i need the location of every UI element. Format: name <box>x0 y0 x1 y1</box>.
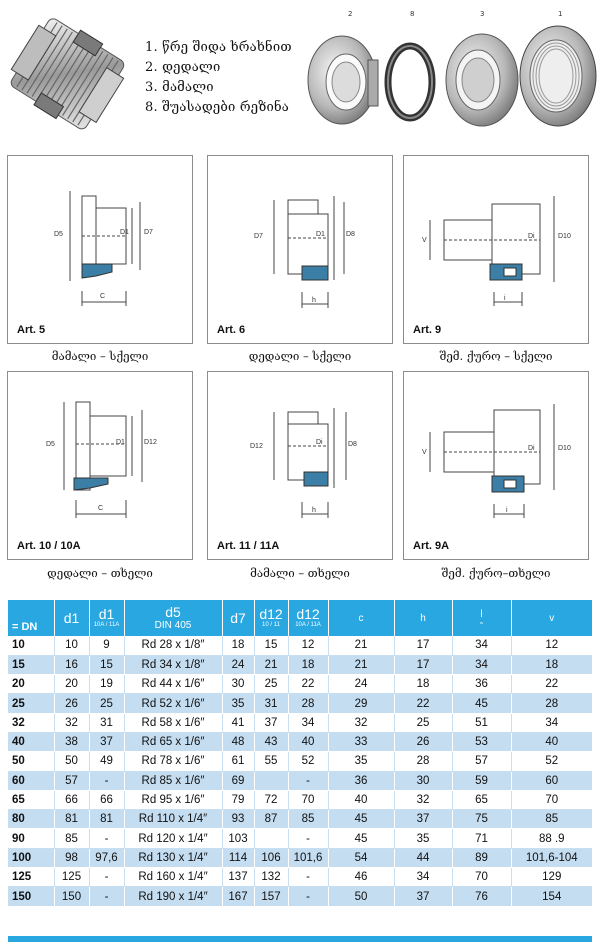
table-cell: 40 <box>328 790 394 809</box>
table-cell: 25 <box>89 694 124 713</box>
table-cell: 22 <box>288 675 328 694</box>
table-cell-dn: 150 <box>8 887 54 906</box>
table-cell: 33 <box>328 732 394 751</box>
table-cell: 45 <box>328 829 394 848</box>
part-number-label: 3 <box>480 10 485 18</box>
table-cell-dn: 20 <box>8 675 54 694</box>
table-cell: 36 <box>328 771 394 790</box>
table-row <box>8 752 592 771</box>
table-cell: 101,6 <box>288 848 328 867</box>
table-row <box>8 675 592 694</box>
table-cell: Rd 160 x 1/4″ <box>124 868 222 887</box>
table-row <box>8 694 592 713</box>
table-row <box>8 848 592 867</box>
dimension-label: i <box>504 295 506 302</box>
table-cell-dn: 125 <box>8 868 54 887</box>
dimension-label: C <box>98 505 104 512</box>
article-label: Art. 9 <box>413 324 442 336</box>
table-cell <box>254 829 288 848</box>
parts-legend <box>145 38 292 118</box>
table-body <box>8 636 592 906</box>
header-d12: d12 10 / 11 <box>254 600 288 636</box>
table-cell: Rd 44 x 1/6″ <box>124 675 222 694</box>
table-cell: 44 <box>394 848 452 867</box>
table-row <box>8 868 592 887</box>
table-cell: 97,6 <box>89 848 124 867</box>
table-cell: - <box>89 887 124 906</box>
dimension-label: D7 <box>254 233 263 240</box>
table-cell: 32 <box>54 713 89 732</box>
table-row <box>8 655 592 674</box>
table-cell: 22 <box>394 694 452 713</box>
table-cell: 57 <box>452 752 511 771</box>
table-cell: 137 <box>222 868 254 887</box>
table-cell: 31 <box>254 694 288 713</box>
table-cell: 167 <box>222 887 254 906</box>
table-cell: 18 <box>511 655 592 674</box>
drawing-card-art-9a <box>403 371 589 560</box>
dimension-label: h <box>312 507 316 514</box>
legend-item: 8. შუასადები რეზინა <box>145 100 289 115</box>
table-row <box>8 829 592 848</box>
article-label: Art. 5 <box>17 324 46 336</box>
art-10-section-drawing <box>8 372 194 561</box>
table-cell: Rd 120 x 1/4″ <box>124 829 222 848</box>
drawing-card-art-6 <box>207 155 393 344</box>
table-cell: 59 <box>452 771 511 790</box>
table-cell: 93 <box>222 810 254 829</box>
dimension-label: V <box>422 449 427 456</box>
header-d1: d1 <box>54 600 89 636</box>
header-dn: = DN <box>8 600 54 636</box>
table-cell: 79 <box>222 790 254 809</box>
art-11-section-drawing <box>208 372 394 561</box>
card-caption: შემ. ქურო – სქელი <box>439 349 553 363</box>
table-cell-dn: 60 <box>8 771 54 790</box>
table-cell: 55 <box>254 752 288 771</box>
card-caption: შემ. ქურო–თხელი <box>441 566 551 580</box>
table-cell: 21 <box>254 655 288 674</box>
drawing-card-art-10 <box>7 371 193 560</box>
table-cell-dn: 100 <box>8 848 54 867</box>
table-cell: Rd 190 x 1/4″ <box>124 887 222 906</box>
card-caption: დედალი – თხელი <box>47 566 153 580</box>
table-cell: 45 <box>328 810 394 829</box>
table-cell: 37 <box>254 713 288 732</box>
table-cell: 65 <box>452 790 511 809</box>
table-cell: Rd 52 x 1/6″ <box>124 694 222 713</box>
art-9a-section-drawing <box>404 372 590 561</box>
table-cell: 45 <box>452 694 511 713</box>
dimensions-table-container <box>8 600 592 942</box>
table-cell: 37 <box>394 887 452 906</box>
table-cell: 85 <box>511 810 592 829</box>
table-cell: 36 <box>452 675 511 694</box>
table-cell: 52 <box>511 752 592 771</box>
table-cell: 22 <box>511 675 592 694</box>
table-cell: 28 <box>288 694 328 713</box>
table-cell: - <box>288 868 328 887</box>
drawing-card-art-9 <box>403 155 589 344</box>
table-cell: 40 <box>288 732 328 751</box>
table-cell: Rd 34 x 1/8″ <box>124 655 222 674</box>
table-cell: 69 <box>222 771 254 790</box>
dimension-label: h <box>312 297 316 304</box>
table-row <box>8 810 592 829</box>
table-row <box>8 732 592 751</box>
table-cell: - <box>89 868 124 887</box>
table-cell-dn: 32 <box>8 713 54 732</box>
table-cell: 66 <box>89 790 124 809</box>
table-cell: 18 <box>394 675 452 694</box>
table-cell: 72 <box>254 790 288 809</box>
table-cell: 70 <box>511 790 592 809</box>
table-cell: 50 <box>328 887 394 906</box>
table-cell: 75 <box>452 810 511 829</box>
dimension-label: D12 <box>250 443 263 450</box>
table-cell: 34 <box>394 868 452 887</box>
table-cell: Rd 58 x 1/6″ <box>124 713 222 732</box>
table-cell: 17 <box>394 655 452 674</box>
table-cell: Rd 130 x 1/4″ <box>124 848 222 867</box>
table-cell-dn: 15 <box>8 655 54 674</box>
table-cell: Rd 65 x 1/6″ <box>124 732 222 751</box>
table-cell: 150 <box>54 887 89 906</box>
table-cell: - <box>288 887 328 906</box>
table-cell: 25 <box>394 713 452 732</box>
table-cell: 35 <box>222 694 254 713</box>
cutaway-fitting-illustration <box>4 4 132 142</box>
table-cell: 28 <box>394 752 452 771</box>
table-cell: 103 <box>222 829 254 848</box>
header-l: l ≈ <box>452 600 511 636</box>
table-cell: 24 <box>222 655 254 674</box>
art-6-section-drawing <box>208 156 394 345</box>
table-cell-dn: 10 <box>8 636 54 655</box>
table-cell: 87 <box>254 810 288 829</box>
table-cell: 57 <box>54 771 89 790</box>
table-cell: 114 <box>222 848 254 867</box>
dimensions-table <box>8 600 592 907</box>
table-cell: 34 <box>511 713 592 732</box>
table-cell: 88 .9 <box>511 829 592 848</box>
legend-item: 3. მამალი <box>145 80 214 95</box>
header-h: h <box>394 600 452 636</box>
table-cell: 21 <box>328 655 394 674</box>
table-cell: 37 <box>394 810 452 829</box>
dimension-label: Di <box>528 233 535 240</box>
table-cell: Rd 85 x 1/6″ <box>124 771 222 790</box>
table-cell: 71 <box>452 829 511 848</box>
table-cell: Rd 28 x 1/8″ <box>124 636 222 655</box>
table-cell: 85 <box>288 810 328 829</box>
table-cell <box>254 771 288 790</box>
table-cell: 17 <box>394 636 452 655</box>
table-cell: 15 <box>254 636 288 655</box>
table-cell: 54 <box>328 848 394 867</box>
article-label: Art. 10 / 10A <box>17 540 81 552</box>
art-5-section-drawing <box>8 156 194 345</box>
table-cell: 9 <box>89 636 124 655</box>
table-cell-dn: 80 <box>8 810 54 829</box>
table-cell: 32 <box>328 713 394 732</box>
fitting-parts-illustration <box>302 4 598 142</box>
table-cell: 81 <box>89 810 124 829</box>
table-cell-dn: 90 <box>8 829 54 848</box>
dimension-label: D10 <box>558 233 571 240</box>
table-cell: 12 <box>288 636 328 655</box>
dimension-label: D1 <box>120 229 129 236</box>
table-cell: 61 <box>222 752 254 771</box>
table-cell: 60 <box>511 771 592 790</box>
dimension-label: D8 <box>348 441 357 448</box>
part-number-label: 1 <box>558 10 563 18</box>
table-cell: 76 <box>452 887 511 906</box>
table-cell: 31 <box>89 713 124 732</box>
table-cell-dn: 25 <box>8 694 54 713</box>
table-cell: 89 <box>452 848 511 867</box>
table-cell: 41 <box>222 713 254 732</box>
table-cell: 53 <box>452 732 511 751</box>
art-9-section-drawing <box>404 156 590 345</box>
table-bottom-bar <box>8 936 592 942</box>
table-cell: 81 <box>54 810 89 829</box>
table-cell: Rd 110 x 1/4″ <box>124 810 222 829</box>
dimension-label: Di <box>528 445 535 452</box>
dimension-label: D8 <box>346 231 355 238</box>
table-cell: Rd 78 x 1/6″ <box>124 752 222 771</box>
dimension-label: D7 <box>144 229 153 236</box>
article-label: Art. 6 <box>217 324 246 336</box>
table-cell: 98 <box>54 848 89 867</box>
table-cell: 70 <box>452 868 511 887</box>
dimension-label: V <box>422 237 427 244</box>
header-d7: d7 <box>222 600 254 636</box>
table-cell: 34 <box>288 713 328 732</box>
table-cell: 70 <box>288 790 328 809</box>
drawing-card-art-11 <box>207 371 393 560</box>
dimension-label: i <box>506 507 508 514</box>
dimension-label: D10 <box>558 445 571 452</box>
table-row <box>8 887 592 906</box>
table-cell: 26 <box>54 694 89 713</box>
table-cell: - <box>89 829 124 848</box>
table-cell: 19 <box>89 675 124 694</box>
dimension-label: D1 <box>316 231 325 238</box>
table-cell: 38 <box>54 732 89 751</box>
table-cell: 125 <box>54 868 89 887</box>
dimension-label: C <box>100 293 106 300</box>
legend-item: 2. დედალი <box>145 60 221 75</box>
header-d1-10a: d1 10A / 11A <box>89 600 124 636</box>
table-cell: 15 <box>89 655 124 674</box>
table-cell: 37 <box>89 732 124 751</box>
table-cell: 43 <box>254 732 288 751</box>
table-cell: 12 <box>511 636 592 655</box>
table-cell: 25 <box>254 675 288 694</box>
table-cell: 34 <box>452 655 511 674</box>
table-cell: 35 <box>394 829 452 848</box>
table-cell: 10 <box>54 636 89 655</box>
card-caption: დედალი – სქელი <box>248 349 352 363</box>
table-cell-dn: 65 <box>8 790 54 809</box>
table-cell: 50 <box>54 752 89 771</box>
table-cell: 26 <box>394 732 452 751</box>
card-caption: მამალი – სქელი <box>51 349 149 363</box>
table-cell: 21 <box>328 636 394 655</box>
header-d12-10a: d12 10A / 11A <box>288 600 328 636</box>
table-header-row <box>8 600 592 636</box>
table-cell: - <box>89 771 124 790</box>
table-row <box>8 636 592 655</box>
header-d5: d5 DIN 405 <box>124 600 222 636</box>
table-cell: 34 <box>452 636 511 655</box>
table-cell: 18 <box>288 655 328 674</box>
table-cell-dn: 50 <box>8 752 54 771</box>
table-cell: 51 <box>452 713 511 732</box>
dimension-label: D12 <box>144 439 157 446</box>
card-caption: მამალი – თხელი <box>250 566 350 580</box>
header-v: v <box>511 600 592 636</box>
table-cell: 66 <box>54 790 89 809</box>
table-cell: 154 <box>511 887 592 906</box>
article-label: Art. 9A <box>413 540 450 552</box>
part-number-label: 8 <box>410 10 415 18</box>
drawing-card-art-5 <box>7 155 193 344</box>
table-cell: 40 <box>511 732 592 751</box>
table-row <box>8 771 592 790</box>
table-cell-dn: 40 <box>8 732 54 751</box>
legend-item: 1. წრე შიდა ხრახნით <box>145 40 292 55</box>
table-cell: 30 <box>394 771 452 790</box>
dimension-label: D1 <box>116 439 125 446</box>
article-label: Art. 11 / 11A <box>217 540 280 552</box>
table-cell: 101,6-104 <box>511 848 592 867</box>
table-cell: 30 <box>222 675 254 694</box>
table-cell: Rd 95 x 1/6″ <box>124 790 222 809</box>
table-cell: - <box>288 829 328 848</box>
dimension-label: D5 <box>54 231 63 238</box>
table-cell: 157 <box>254 887 288 906</box>
table-cell: - <box>288 771 328 790</box>
table-cell: 29 <box>328 694 394 713</box>
table-row <box>8 790 592 809</box>
header-c: c <box>328 600 394 636</box>
top-section <box>0 0 600 145</box>
table-cell: 132 <box>254 868 288 887</box>
table-cell: 32 <box>394 790 452 809</box>
table-cell: 35 <box>328 752 394 771</box>
table-cell: 16 <box>54 655 89 674</box>
part-number-label: 2 <box>348 10 353 18</box>
table-cell: 85 <box>54 829 89 848</box>
table-row <box>8 713 592 732</box>
table-cell: 48 <box>222 732 254 751</box>
table-cell: 18 <box>222 636 254 655</box>
table-cell: 20 <box>54 675 89 694</box>
table-cell: 24 <box>328 675 394 694</box>
dimension-label: Di <box>316 439 323 446</box>
dimension-label: D5 <box>46 441 55 448</box>
table-cell: 52 <box>288 752 328 771</box>
table-cell: 46 <box>328 868 394 887</box>
table-cell: 28 <box>511 694 592 713</box>
table-cell: 49 <box>89 752 124 771</box>
table-cell: 106 <box>254 848 288 867</box>
table-cell: 129 <box>511 868 592 887</box>
